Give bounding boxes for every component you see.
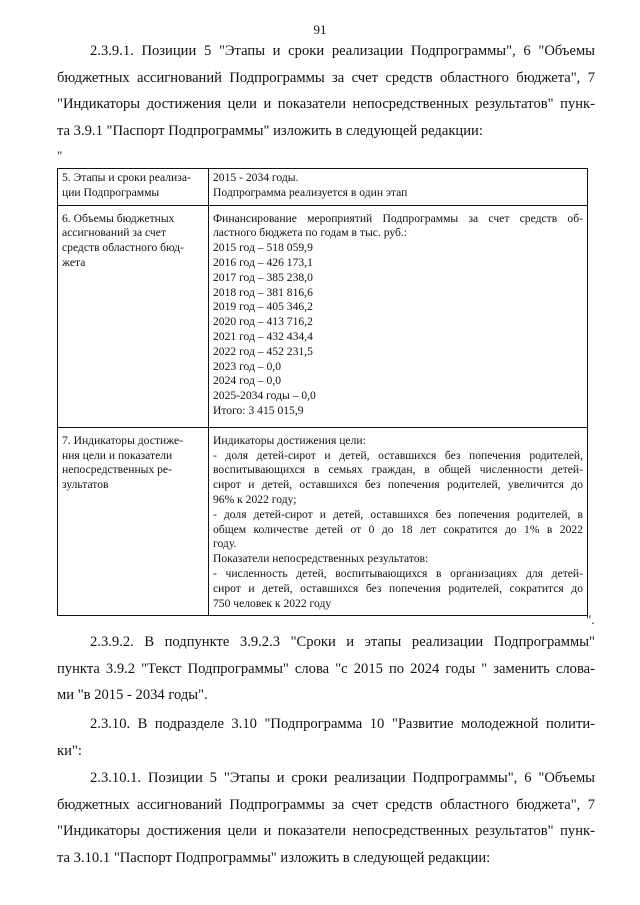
row-content-indicators [209, 427, 588, 616]
budget-year-line: 2024 год – 0,0 [213, 374, 281, 388]
paragraph-2-3-9-1 [57, 38, 595, 144]
cell-text: - доля детей-сирот и детей, оставшихся без попечения родителей, в [213, 507, 583, 521]
text-line: та 3.9.1 "Паспорт Подпрограммы" изложить в следующей редакции: [57, 122, 483, 139]
text-line: 2.3.10.1. Позиции 5 "Этапы и сроки реализации Подпрограммы", 6 "Объемы [90, 770, 595, 786]
budget-year-line: 2016 год – 426 173,1 [213, 255, 313, 269]
text-line: та 3.10.1 "Паспорт Подпрограммы" изложить в следующей редакции: [57, 849, 491, 866]
cell-text: 7. Индикаторы достиже- [62, 433, 184, 447]
page-number: 91 [313, 22, 327, 37]
cell-text: зультатов [62, 478, 109, 492]
text-line: 2.3.9.2. В подпункте 3.9.2.3 "Сроки и этапы реализации Подпрограммы" [90, 634, 595, 650]
budget-year-line: 2017 год – 385 238,0 [213, 270, 313, 284]
closing-quote: ". [586, 612, 595, 627]
budget-year-line: 2020 год – 413 716,2 [213, 315, 313, 329]
row-content-stages [209, 169, 588, 206]
cell-text: 5. Этапы и сроки реализа- [62, 171, 191, 184]
cell-text: воспитывающихся в семьях граждан, в общей численности детей- [213, 463, 583, 477]
row-label-indicators [58, 427, 209, 616]
cell-text: Показатели непосредственных результатов: [213, 552, 429, 566]
text-line: "Индикаторы достижения цели и показатели непосредственных результатов" пунк- [57, 96, 595, 112]
text-line: ми "в 2015 - 2034 годы". [57, 687, 208, 703]
cell-text: 6. Объемы бюджетных [62, 211, 175, 225]
table-row-indicators [58, 427, 588, 616]
budget-year-line: 2021 год – 432 434,4 [213, 329, 313, 343]
cell-text: жета [62, 255, 86, 269]
subprogram-passport-table [57, 168, 588, 616]
budget-year-line: 2018 год – 381 816,6 [213, 285, 313, 299]
budget-year-line: 2025-2034 годы – 0,0 [213, 389, 316, 403]
text-line: 2.3.9.1. Позиции 5 "Этапы и сроки реализации Подпрограммы", 6 "Объемы [90, 43, 595, 59]
paragraph-2-3-9-2 [57, 629, 595, 709]
cell-text: средств областного бюд- [62, 241, 184, 255]
paragraph-2-3-10 [57, 711, 595, 764]
row-label-budget [58, 205, 209, 427]
cell-text: Финансирование мероприятий Подпрограммы за счет средств об- [213, 211, 583, 225]
cell-text: общем количестве детей от 0 до 18 лет сократится до 1% в 2022 [213, 522, 583, 536]
cell-text: 96% к 2022 году; [213, 492, 297, 506]
text-line: "Индикаторы достижения цели и показатели непосредственных результатов" пунк- [57, 823, 595, 839]
text-line: ки": [57, 742, 82, 759]
text-line: бюджетных ассигнований Подпрограммы за счет средств областного бюджета", 7 [57, 69, 595, 86]
budget-year-line: 2022 год – 452 231,5 [213, 344, 313, 358]
row-label-stages [58, 169, 209, 206]
cell-text: Подпрограмма реализуется в один этап [213, 185, 408, 199]
text-line: 2.3.10. В подразделе 3.10 "Подпрограмма 10 "Развитие молодежной полити- [90, 716, 595, 732]
table-row-stages [58, 169, 588, 206]
cell-text: ассигнований за счет [62, 226, 166, 240]
paragraph-2-3-10-1 [57, 765, 595, 871]
budget-year-line: 2023 год – 0,0 [213, 359, 281, 373]
cell-text: году. [213, 537, 237, 551]
opening-quote: " [57, 148, 63, 163]
budget-year-line: 2015 год – 518 059,9 [213, 241, 313, 255]
cell-text: непосредственных ре- [62, 463, 172, 477]
cell-text: ния цели и показатели [62, 448, 173, 462]
cell-text: 2015 - 2034 годы. [213, 171, 299, 184]
text-line: пункта 3.9.2 "Текст Подпрограммы" слова "с 2015 по 2024 годы " заменить слова- [57, 660, 595, 677]
cell-text: ции Подпрограммы [62, 185, 160, 199]
budget-total: Итого: 3 415 015,9 [213, 403, 304, 417]
cell-text: ластного бюджета по годам в тыс. руб.: [213, 226, 408, 240]
cell-text: 750 человек к 2022 году [213, 596, 332, 610]
cell-text: сирот и детей, оставшихся без попечения родителей, сократится до [213, 581, 583, 595]
row-content-budget [209, 205, 588, 427]
cell-text: Индикаторы достижения цели: [213, 433, 366, 447]
budget-year-line: 2019 год – 405 346,2 [213, 300, 313, 314]
cell-text: - доля детей-сирот и детей, оставшихся без попечения родителей, [213, 448, 583, 462]
text-line: бюджетных ассигнований Подпрограммы за счет средств областного бюджета", 7 [57, 796, 595, 813]
cell-text: сирот и детей, оставшихся без попечения родителей, увеличится до [213, 478, 583, 492]
cell-text: - численность детей, воспитывающихся в организациях для детей- [213, 566, 583, 580]
table-row-budget [58, 205, 588, 427]
